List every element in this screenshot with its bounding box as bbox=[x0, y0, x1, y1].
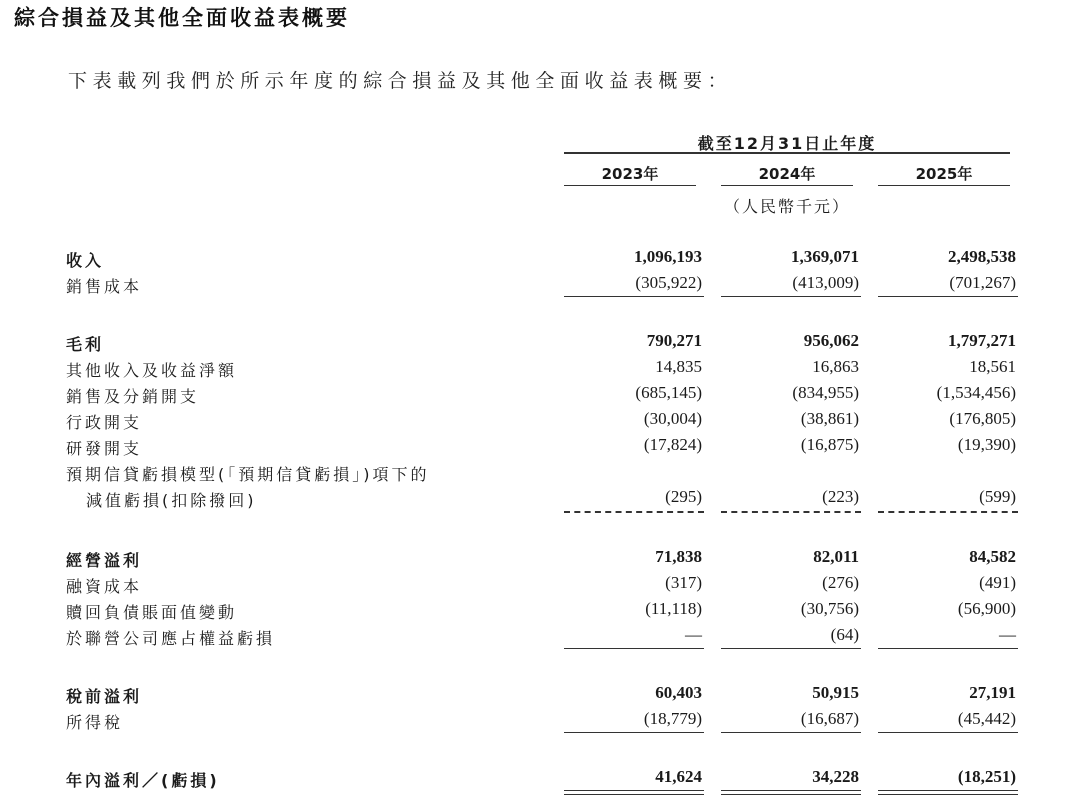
cell-revenue-2023: 1,096,193 bbox=[634, 247, 702, 266]
cell-income-tax-2023: (18,779) bbox=[643, 709, 702, 728]
row-label-finance-costs: 融資成本 bbox=[66, 577, 143, 596]
cell-finance-costs-2023: (317) bbox=[665, 573, 702, 592]
year-header-2023: 2023年 bbox=[601, 165, 659, 183]
subtotal-rule bbox=[721, 648, 861, 649]
cell-profit-for-year-2023: 41,624 bbox=[655, 767, 702, 786]
row-label-impairment-line2: 減值虧損(扣除撥回) bbox=[86, 491, 257, 510]
row-label-operating-profit: 經營溢利 bbox=[66, 551, 143, 570]
row-label-associate-loss: 於聯營公司應占權益虧損 bbox=[66, 629, 276, 648]
cell-operating-profit-2025: 84,582 bbox=[969, 547, 1016, 566]
cell-other-income-2025: 18,561 bbox=[969, 357, 1016, 376]
total-double-rule bbox=[878, 790, 1018, 795]
cell-admin-expenses-2025: (176,805) bbox=[949, 409, 1016, 428]
subtotal-rule bbox=[721, 511, 861, 513]
subtotal-rule bbox=[564, 648, 704, 649]
row-label-rd-expenses: 研發開支 bbox=[66, 439, 143, 458]
period-header: 截至12月31日止年度 bbox=[697, 134, 877, 153]
cell-associate-loss-2025: — bbox=[999, 625, 1016, 644]
unit-label: （人民幣千元） bbox=[723, 197, 850, 216]
cell-other-income-2024: 16,863 bbox=[812, 357, 859, 376]
period-rule bbox=[564, 152, 1010, 154]
row-label-profit-for-year: 年內溢利／(虧損) bbox=[66, 771, 220, 790]
cell-profit-before-tax-2024: 50,915 bbox=[812, 683, 859, 702]
year-rule bbox=[878, 185, 1010, 186]
cell-gross-profit-2024: 956,062 bbox=[803, 331, 859, 350]
cell-revenue-2024: 1,369,071 bbox=[791, 247, 859, 266]
page-title: 綜合損益及其他全面收益表概要 bbox=[14, 6, 350, 30]
cell-operating-profit-2024: 82,011 bbox=[813, 547, 859, 566]
cell-finance-costs-2025: (491) bbox=[979, 573, 1016, 592]
subtotal-rule bbox=[878, 648, 1018, 649]
cell-associate-loss-2024: (64) bbox=[830, 625, 859, 644]
cell-redemption-liability-2025: (56,900) bbox=[957, 599, 1016, 618]
cell-gross-profit-2023: 790,271 bbox=[646, 331, 702, 350]
cell-gross-profit-2025: 1,797,271 bbox=[948, 331, 1016, 350]
cell-cost-of-sales-2024: (413,009) bbox=[792, 273, 859, 292]
row-label-admin-expenses: 行政開支 bbox=[66, 413, 143, 432]
cell-redemption-liability-2023: (11,118) bbox=[645, 599, 702, 618]
cell-cost-of-sales-2025: (701,267) bbox=[949, 273, 1016, 292]
subtotal-rule bbox=[564, 511, 704, 513]
cell-finance-costs-2024: (276) bbox=[822, 573, 859, 592]
cell-profit-before-tax-2025: 27,191 bbox=[969, 683, 1016, 702]
cell-profit-for-year-2025: (18,251) bbox=[957, 767, 1016, 786]
cell-admin-expenses-2023: (30,004) bbox=[643, 409, 702, 428]
cell-cost-of-sales-2023: (305,922) bbox=[635, 273, 702, 292]
year-header-2025: 2025年 bbox=[915, 165, 973, 183]
cell-selling-expenses-2023: (685,145) bbox=[635, 383, 702, 402]
cell-rd-expenses-2025: (19,390) bbox=[957, 435, 1016, 454]
year-header-2024: 2024年 bbox=[758, 165, 816, 183]
row-label-cost-of-sales: 銷售成本 bbox=[66, 277, 143, 296]
cell-income-tax-2025: (45,442) bbox=[957, 709, 1016, 728]
cell-impairment-2023: (295) bbox=[665, 487, 702, 506]
row-label-impairment-line1: 預期信貸虧損模型(「預期信貸虧損」)項下的 bbox=[66, 465, 430, 484]
subtotal-rule bbox=[878, 511, 1018, 513]
cell-redemption-liability-2024: (30,756) bbox=[800, 599, 859, 618]
subtotal-rule bbox=[564, 732, 704, 733]
cell-associate-loss-2023: — bbox=[685, 625, 702, 644]
subtotal-rule bbox=[878, 296, 1018, 297]
row-label-profit-before-tax: 稅前溢利 bbox=[66, 687, 143, 706]
year-rule bbox=[721, 185, 853, 186]
cell-operating-profit-2023: 71,838 bbox=[655, 547, 702, 566]
cell-rd-expenses-2023: (17,824) bbox=[643, 435, 702, 454]
row-label-revenue: 收入 bbox=[66, 251, 105, 270]
subtotal-rule bbox=[721, 732, 861, 733]
cell-impairment-2025: (599) bbox=[979, 487, 1016, 506]
cell-income-tax-2024: (16,687) bbox=[800, 709, 859, 728]
cell-admin-expenses-2024: (38,861) bbox=[800, 409, 859, 428]
cell-profit-before-tax-2023: 60,403 bbox=[655, 683, 702, 702]
cell-profit-for-year-2024: 34,228 bbox=[812, 767, 859, 786]
row-label-selling-expenses: 銷售及分銷開支 bbox=[66, 387, 200, 406]
cell-other-income-2023: 14,835 bbox=[655, 357, 702, 376]
row-label-other-income: 其他收入及收益淨額 bbox=[66, 361, 238, 380]
row-label-income-tax: 所得稅 bbox=[66, 713, 124, 732]
total-double-rule bbox=[721, 790, 861, 795]
total-double-rule bbox=[564, 790, 704, 795]
subtotal-rule bbox=[878, 732, 1018, 733]
cell-selling-expenses-2024: (834,955) bbox=[792, 383, 859, 402]
row-label-redemption-liability: 贖回負債賬面值變動 bbox=[66, 603, 238, 622]
cell-impairment-2024: (223) bbox=[822, 487, 859, 506]
subtotal-rule bbox=[721, 296, 861, 297]
cell-selling-expenses-2025: (1,534,456) bbox=[936, 383, 1016, 402]
cell-rd-expenses-2024: (16,875) bbox=[800, 435, 859, 454]
cell-revenue-2025: 2,498,538 bbox=[948, 247, 1016, 266]
intro-text: 下表載列我們於所示年度的綜合損益及其他全面收益表概要： bbox=[68, 70, 733, 92]
subtotal-rule bbox=[564, 296, 704, 297]
year-rule bbox=[564, 185, 696, 186]
row-label-gross-profit: 毛利 bbox=[66, 335, 105, 354]
